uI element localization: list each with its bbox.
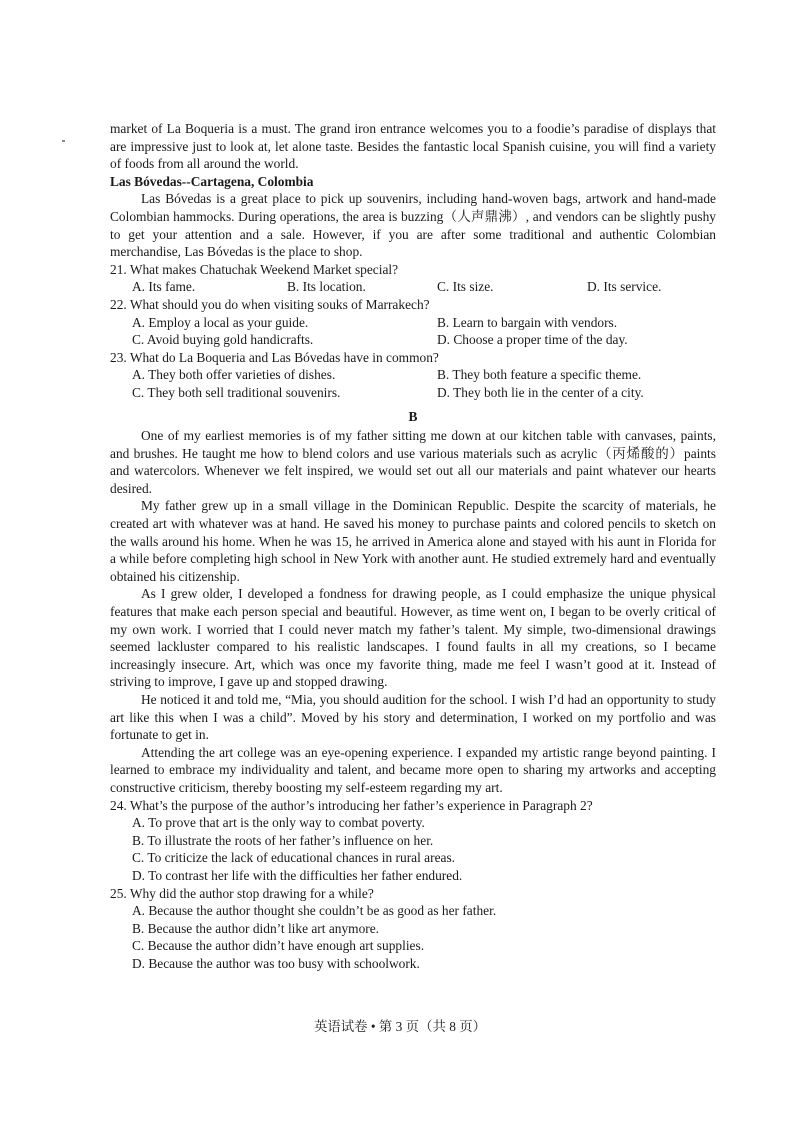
question-24-option-b: B. To illustrate the roots of her father’s influence on her. (132, 832, 434, 848)
question-21-option-d: D. Its service. (587, 279, 662, 295)
question-21-stem: 21. What makes Chatuchak Weekend Market special? (110, 261, 399, 277)
question-24-option-c: C. To criticize the lack of educational chances in rural areas. (132, 850, 456, 866)
question-25-option-d: D. Because the author was too busy with schoolwork. (132, 955, 420, 971)
passage-b-paragraph-3: As I grew older, I developed a fondness for drawing people, as I could emphasize the unique physical features that make each person special and beautiful. However, as time went on, I began to be overly critical of my own work. I worried that I could never match my father’s talent. My simple, two-dimensional drawings seemed lackluster compared to his realistic landscapes. I found faults in all my creations, so I became increasingly insecure. Art, which was once my favorite thing, made me feel I wasn’t good at it. Instead of striving to improve, I gave up and stopped drawing. (110, 586, 716, 690)
question-23-option-b: B. They both feature a specific theme. (437, 367, 642, 383)
question-21-option-a: A. Its fame. (132, 279, 196, 295)
question-24-option-d: D. To contrast her life with the difficulties her father endured. (132, 867, 463, 883)
question-23-options-row1 (110, 366, 716, 384)
question-23-option-a: A. They both offer varieties of dishes. (132, 367, 336, 383)
passage-b-paragraph-5: Attending the art college was an eye-opening experience. I expanded my artistic range beyond painting. I learned to embrace my individuality and talent, and became more open to sharing my artworks and accepting constructive criticism, thereby boosting my self-esteem regarding my art. (110, 744, 716, 795)
question-23-stem: 23. What do La Boqueria and Las Bóvedas have in common? (110, 349, 439, 365)
section-b-label: B (408, 408, 418, 424)
question-22-options-row2 (110, 331, 716, 349)
question-22-option-a: A. Employ a local as your guide. (132, 314, 309, 330)
question-22-option-d: D. Choose a proper time of the day. (437, 332, 628, 348)
passage-b-paragraph-1: One of my earliest memories is of my father sitting me down at our kitchen table with canvases, paints, and brushes. He taught me how to blend colors and use various materials such as acrylic（丙烯酸的）paints and watercolors. Whenever we felt inspired, we would set out all our materials and paint whatever our hearts desired. (110, 428, 716, 496)
question-22-stem: 22. What should you do when visiting souks of Marrakech? (110, 296, 430, 312)
question-24-stem: 24. What’s the purpose of the author’s introducing her father’s experience in Paragraph 2? (110, 797, 593, 813)
question-23-options-row2 (110, 384, 716, 402)
passage-b-paragraph-4: He noticed it and told me, “Mia, you should audition for the school. I wish I’d had an opportunity to study art like this when I was a child”. Moved by his story and determination, I worked on my portfolio and was fortunate to get in. (110, 692, 716, 743)
question-25-stem: 25. Why did the author stop drawing for a while? (110, 885, 374, 901)
passage-b-paragraph-2: My father grew up in a small village in the Dominican Republic. Despite the scarcity of materials, he created art with whatever was at hand. He saved his money to purchase paints and colored pencils to sketch on the walls around his home. When he was 15, he arrived in America alone and stayed with his aunt in Florida for a while before completing high school in New York with another aunt. He studied extremely hard and eventually obtained his citizenship. (110, 498, 716, 584)
page-footer: 英语试卷 • 第 3 页（共 8 页） (313, 1019, 487, 1034)
question-22-options-row1 (110, 314, 716, 332)
question-22-option-b: B. Learn to bargain with vendors. (437, 314, 618, 330)
passage-a-paragraph: Las Bóvedas is a great place to pick up souvenirs, including hand-woven bags, artwork and hand-made Colombian hammocks. During operations, the area is buzzing（人声鼎沸）, and vendors can be slightly pushy to get your attention and a sale. However, if you are after some traditional and authentic Colombian merchandise, Las Bóvedas is the place to shop. (110, 191, 716, 260)
question-21-options (110, 278, 716, 296)
question-24-option-a: A. To prove that art is the only way to combat poverty. (132, 815, 425, 831)
question-22-option-c: C. Avoid buying gold handicrafts. (132, 332, 314, 348)
exam-page (110, 120, 716, 973)
question-25-option-c: C. Because the author didn’t have enough art supplies. (132, 938, 425, 954)
passage-a-heading: Las Bóvedas--Cartagena, Colombia (110, 173, 314, 189)
question-23-option-c: C. They both sell traditional souvenirs. (132, 384, 341, 400)
passage-a-continuation: market of La Boqueria is a must. The grand iron entrance welcomes you to a foodie’s paradise of displays that are impressive just to look at, let alone taste. Besides the fantastic local Spanish cuisine, you will find a variety of foods from all around the world. (110, 121, 716, 172)
question-21-option-b: B. Its location. (287, 279, 366, 295)
question-25-option-a: A. Because the author thought she couldn’t be as good as her father. (132, 903, 497, 919)
question-25-option-b: B. Because the author didn’t like art anymore. (132, 920, 380, 936)
question-23-option-d: D. They both lie in the center of a city. (437, 384, 644, 400)
question-21-option-c: C. Its size. (437, 279, 494, 295)
scan-speck (62, 140, 65, 142)
